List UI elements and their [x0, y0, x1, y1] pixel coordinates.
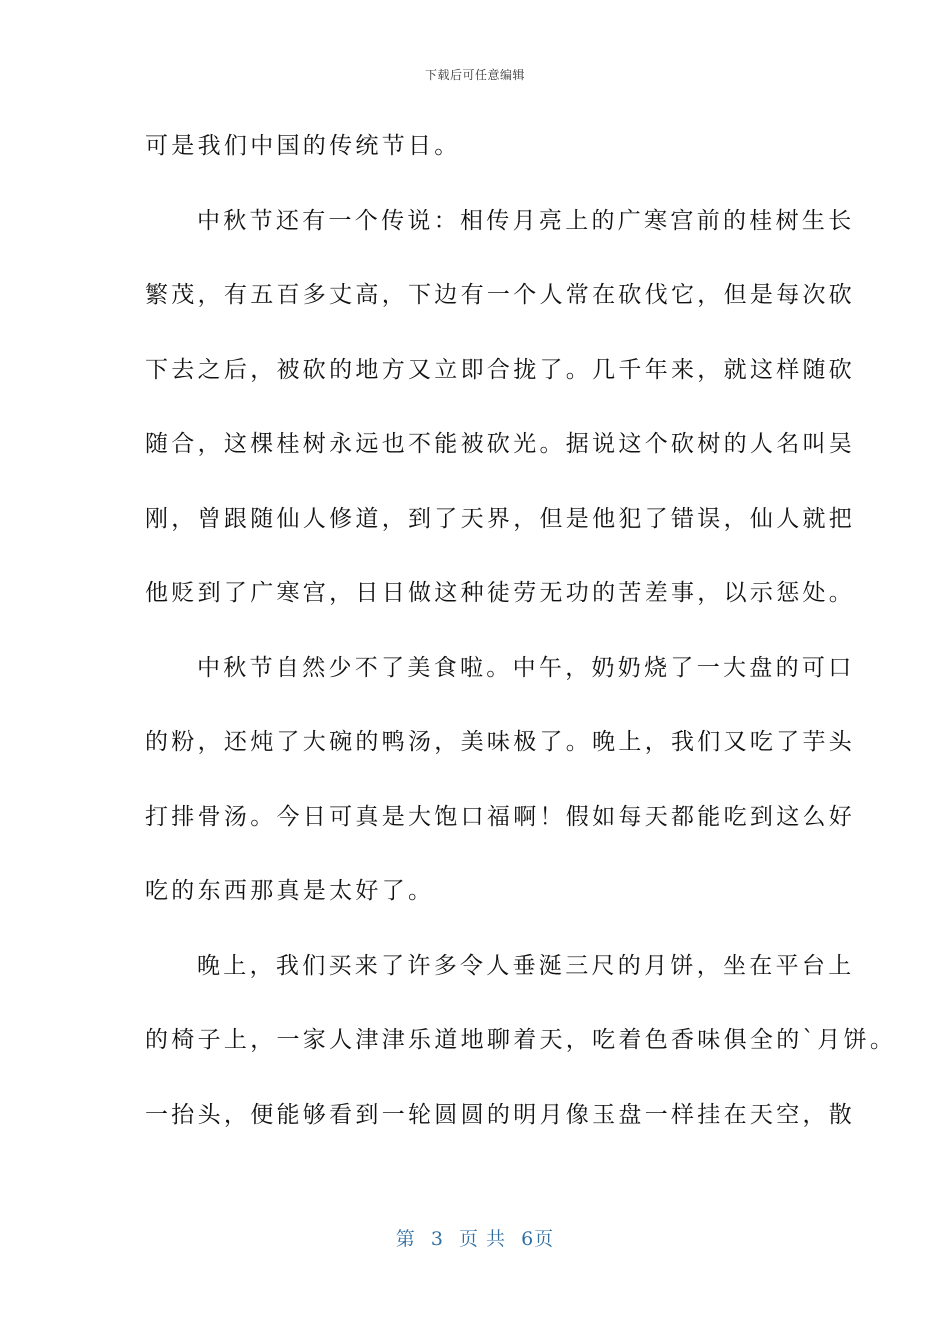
text-line: 可是我们中国的传统节日。	[145, 133, 461, 159]
footer-prefix: 第	[395, 1228, 416, 1250]
text-line-paragraph-start: 晚上，我们买来了许多令人垂涎三尺的月饼，坐在平台上	[197, 952, 855, 979]
text-line: 打排骨汤。今日可真是大饱口福啊！假如每天都能吃到这么好	[145, 803, 856, 830]
text-line-paragraph-start: 中秋节还有一个传说：相传月亮上的广寒宫前的桂树生长	[197, 207, 855, 234]
text-line-paragraph-start: 中秋节自然少不了美食啦。中午，奶奶烧了一大盘的可口	[197, 654, 855, 681]
text-line: 繁茂，有五百多丈高，下边有一个人常在砍伐它，但是每次砍	[145, 282, 856, 308]
text-line: 刚，曾跟随仙人修道，到了天界，但是他犯了错误，仙人就把	[145, 505, 856, 532]
text-line: 的椅子上，一家人津津乐道地聊着天，吃着色香味俱全的`月饼。	[145, 1027, 897, 1053]
footer-total: 6页	[521, 1228, 555, 1250]
page-header: 下载后可任意编辑	[424, 68, 525, 82]
text-line: 下去之后，被砍的地方又立即合拢了。几千年来，就这样随砍	[145, 356, 856, 383]
text-line: 吃的东西那真是太好了。	[145, 878, 435, 904]
document-body	[145, 126, 897, 1169]
text-line: 他贬到了广寒宫，日日做这种徒劳无功的苦差事，以示惩处。	[145, 580, 856, 606]
footer-page-number: 3	[430, 1228, 444, 1250]
text-line: 随合，这棵桂树永远也不能被砍光。据说这个砍树的人名叫吴	[145, 431, 856, 457]
text-line: 一抬头，便能够看到一轮圆圆的明月像玉盘一样挂在天空，散	[145, 1101, 856, 1128]
footer-middle: 页 共	[459, 1228, 507, 1250]
text-line: 的粉，还炖了大碗的鸭汤，美味极了。晚上，我们又吃了芋头	[145, 729, 856, 755]
page-footer	[0, 1224, 950, 1251]
